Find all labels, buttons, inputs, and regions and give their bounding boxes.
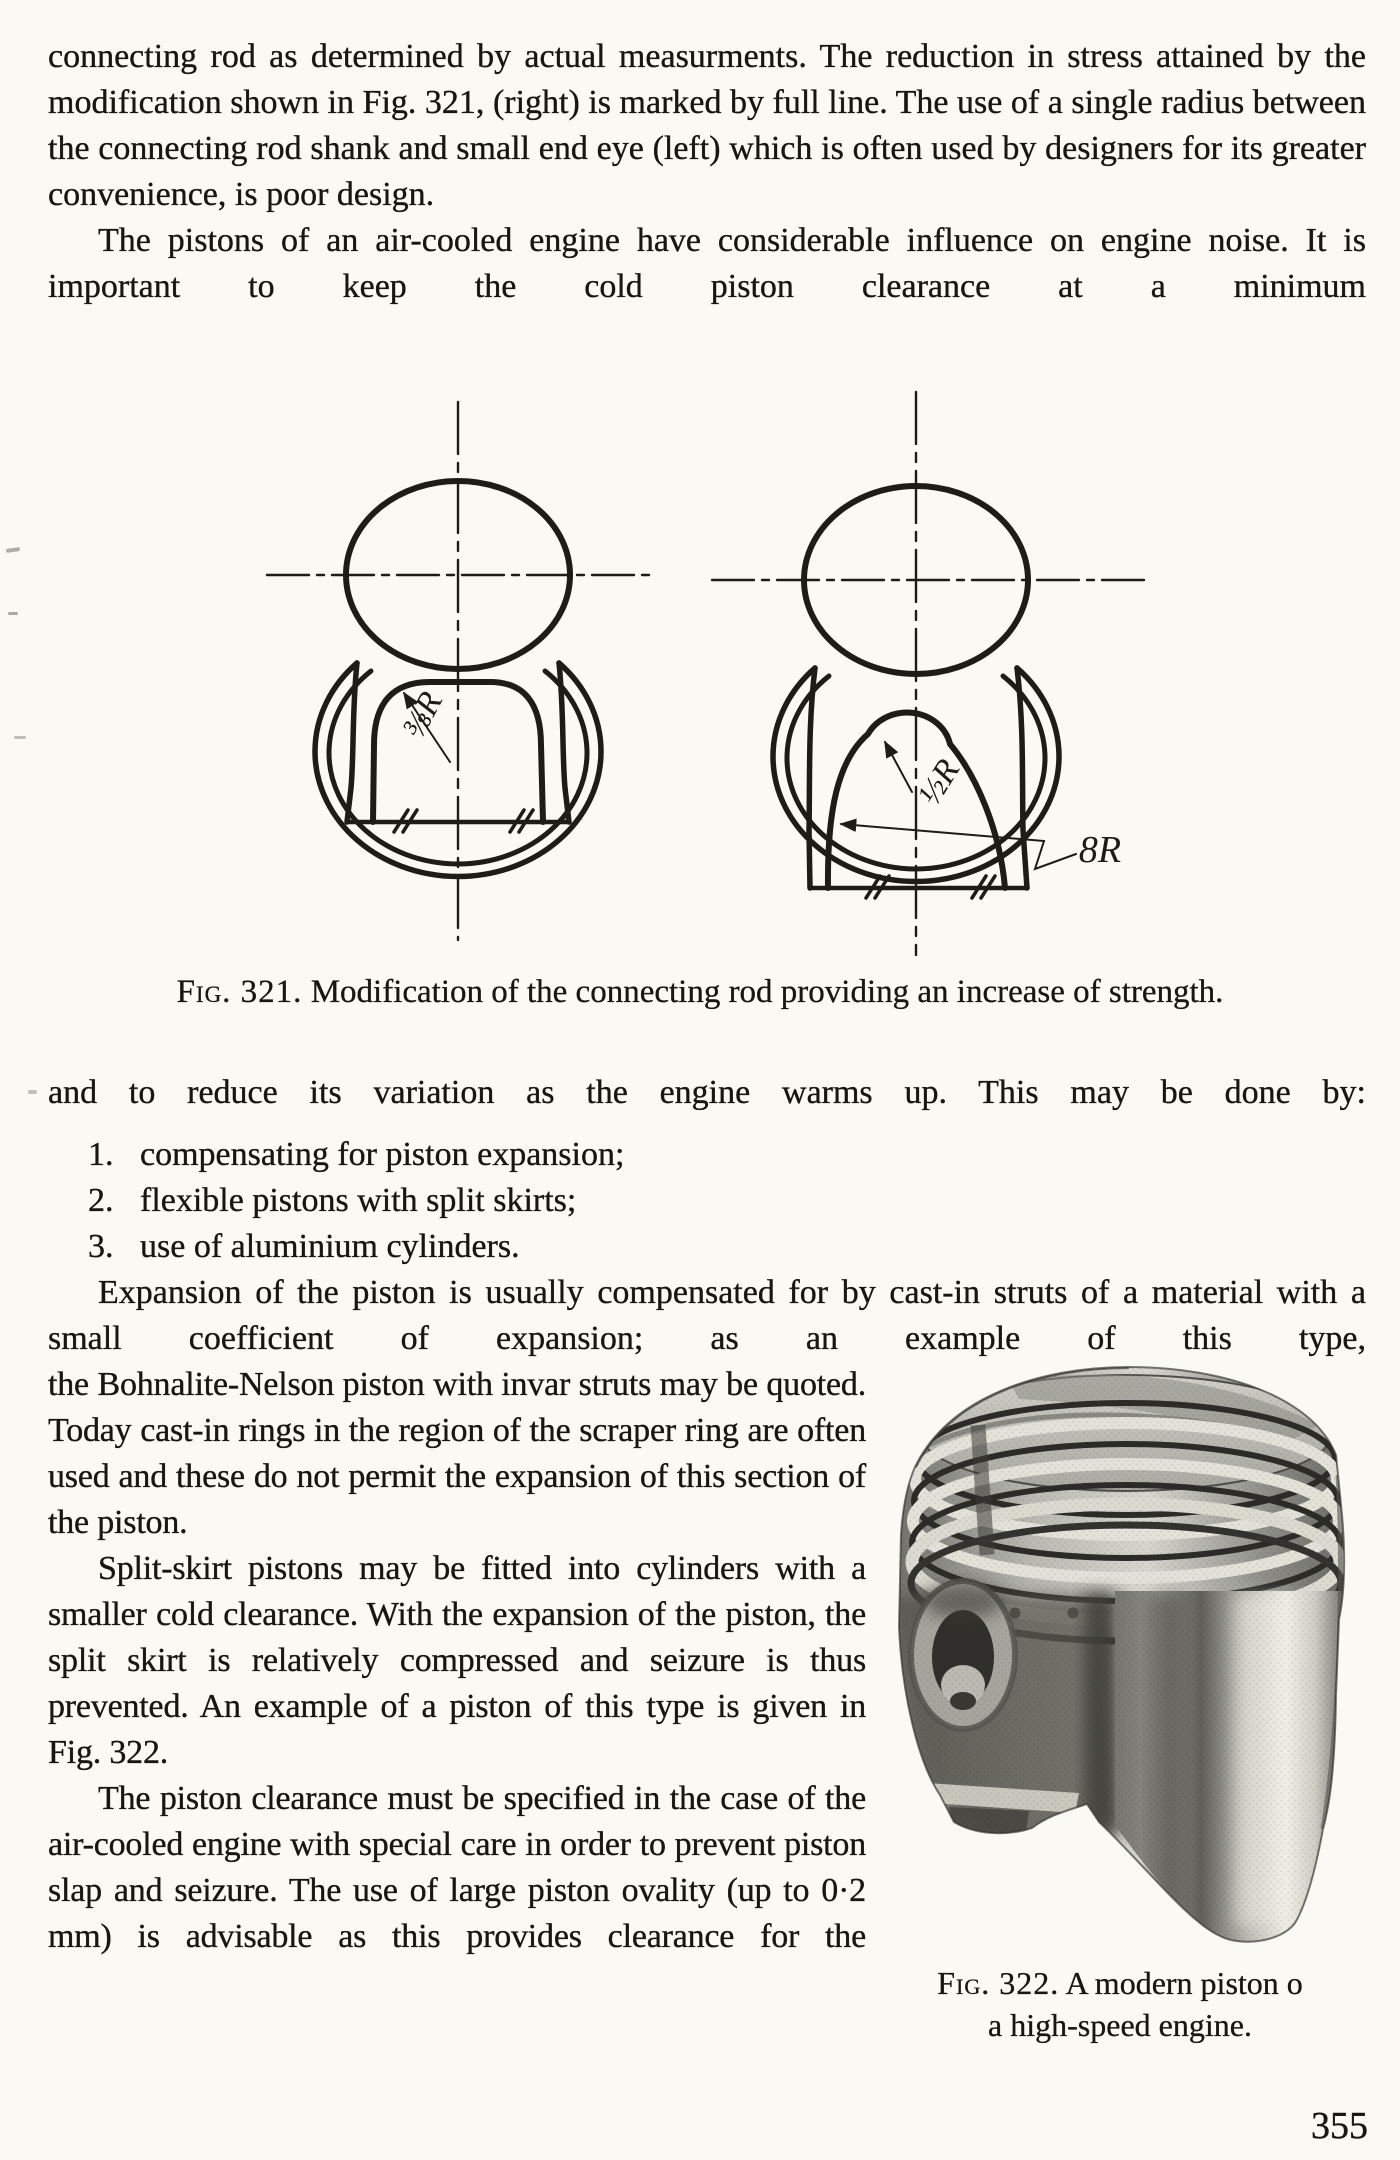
right-radius-small-label: ½R	[911, 753, 968, 812]
list-item-number: 3.	[88, 1228, 114, 1265]
right-shank-left-side	[809, 668, 815, 888]
right-connecting-rod	[712, 392, 1148, 955]
left-radius-label: ⅜R	[395, 685, 450, 745]
scan-artifact	[8, 612, 18, 615]
fig322-caption	[850, 1962, 1390, 2046]
scan-artifact	[28, 1090, 37, 1094]
right-radius-large-label: 8R	[1078, 829, 1122, 871]
paragraph-expansion-full: Expansion of the piston is usually compensated for by cast-in struts of a material with a small coefficient of expansion; as an example of this type,	[48, 1274, 1366, 1357]
scan-artifact	[14, 736, 26, 739]
paragraph-splitskirt: Split-skirt pistons may be fitted into cylinders with a smaller cold clearance. With the expansion of the piston, the split skirt is relatively compressed and seizure is thus prevented. An example of a piston of this type is given in Fig. 322.	[48, 1550, 866, 1771]
fig321-drawing	[0, 380, 1400, 992]
list-item-number: 1.	[88, 1136, 114, 1173]
fig322-caption-text1: A modern piston o	[1065, 1965, 1303, 2001]
right-radius-small-leader	[885, 742, 912, 792]
numbered-list	[48, 1132, 1366, 1270]
list-item	[48, 1132, 1366, 1178]
fig321-caption-text: Modification of the connecting rod providing an increase of strength.	[310, 974, 1224, 1010]
narrow-paragraph-block	[48, 1362, 866, 1960]
list-item	[48, 1178, 1366, 1224]
top-paragraph-block	[48, 34, 1366, 310]
list-item	[48, 1224, 1366, 1270]
paragraph-warmup: and to reduce its variation as the engine warms up. This may be done by:	[48, 1074, 1366, 1111]
fig321-caption-prefix: Fig. 321.	[176, 974, 303, 1010]
paragraph-expansion-narrow: the Bohnalite-Nelson piston with invar struts may be quoted. Today cast-in rings in the region of the scraper ring are often used and these do not permit the expansion of this section of the piston.	[48, 1366, 866, 1541]
middle-paragraph-block	[48, 1070, 1366, 1362]
piston-photo-body	[889, 1355, 1359, 1947]
paragraph-clearance: The piston clearance must be specified in the case of the air-cooled engine with special care in order to prevent piston slap and seizure. The use of large piston ovality (up to 0·2 mm) is advisable as this provides clearance for the	[48, 1780, 866, 1955]
fig322-photo	[889, 1355, 1359, 1947]
fig321-caption	[0, 972, 1400, 1012]
paragraph-pistons-noise: The pistons of an air-cooled engine have considerable influence on engine noise. It is important to keep the cold piston clearance at a minimum	[48, 222, 1366, 305]
fig322-caption-line1	[850, 1962, 1390, 2004]
left-connecting-rod	[267, 402, 657, 940]
list-item-number: 2.	[88, 1182, 114, 1219]
list-item-text: compensating for piston expansion;	[140, 1136, 625, 1173]
list-item-text: flexible pistons with split skirts;	[140, 1182, 577, 1219]
page-number: 355	[1311, 2105, 1368, 2147]
list-item-text: use of aluminium cylinders.	[140, 1228, 520, 1265]
fig322-caption-prefix: Fig. 322.	[937, 1965, 1060, 2001]
paragraph-connecting-rod: connecting rod as determined by actual measurments. The reduction in stress attained by the modification shown in Fig. 321, (right) is marked by full line. The use of a single radius between the connecting rod shank and small end eye (left) which is often used by designers for its greater convenience, is poor design.	[48, 38, 1366, 213]
fig322-caption-line2: a high-speed engine.	[988, 2007, 1252, 2043]
